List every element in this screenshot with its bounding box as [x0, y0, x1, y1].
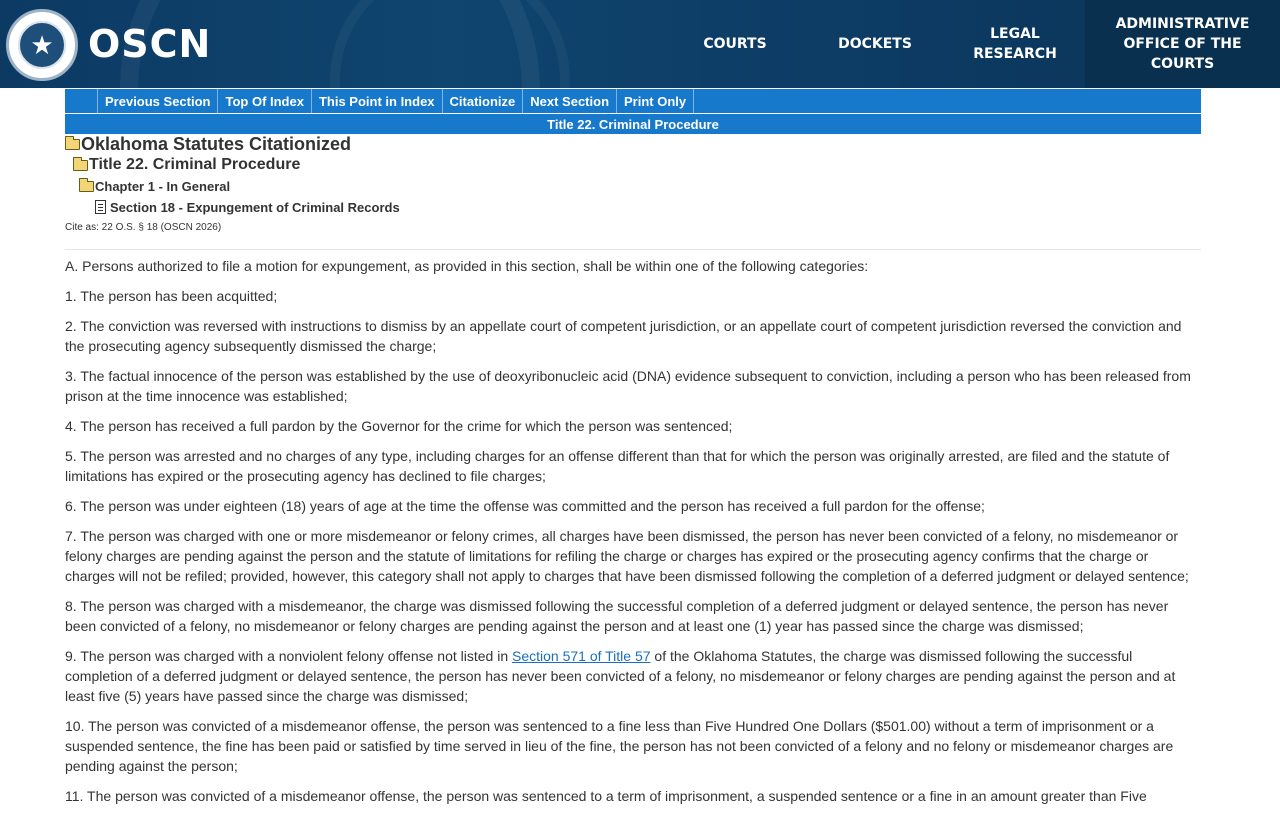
document-title-bar: Title 22. Criminal Procedure: [65, 114, 1201, 134]
citation-text: Cite as: 22 O.S. § 18 (OSCN 2026): [65, 222, 222, 233]
statute-link-title-57[interactable]: Section 571 of Title 57: [512, 648, 651, 664]
this-point-in-index-button[interactable]: This Point in Index: [312, 89, 443, 113]
divider: [65, 249, 1201, 250]
tree-title-label: Title 22. Criminal Procedure: [89, 156, 301, 173]
next-section-button[interactable]: Next Section: [523, 89, 617, 113]
toolbar-spacer: [65, 89, 98, 113]
statute-paragraph: 11. The person was convicted of a misdemeanor offense, the person was sentenced to a term of imprisonment, a suspended sentence or a fine in an amount greater than Five: [65, 788, 1147, 804]
star-icon: ★: [18, 21, 66, 69]
statute-paragraph: [65, 646, 1201, 706]
tree-section-label: Section 18 - Expungement of Criminal Records: [110, 199, 400, 215]
nav-dockets[interactable]: DOCKETS: [838, 36, 912, 52]
top-of-index-button[interactable]: Top Of Index: [218, 89, 311, 113]
statute-paragraph: 6. The person was under eighteen (18) years of age at the time the offense was committed and the person has received a full pardon for the offense;: [65, 498, 985, 514]
statute-paragraph: 2. The conviction was reversed with instructions to dismiss by an appellate court of competent jurisdiction, or an appellate court of competent jurisdiction reversed the conviction and the prosecuting agency subsequently dismissed the charge;: [65, 318, 1182, 354]
document-toolbar: [65, 89, 1201, 113]
statute-paragraph: 3. The factual innocence of the person was established by the use of deoxyribonucleic acid (DNA) evidence subsequent to conviction, including a person who has been released from prison at the time innocence was established;: [65, 368, 1191, 404]
header-background-ornament: [330, 0, 570, 88]
statute-paragraph: 4. The person has received a full pardon by the Governor for the crime for which the person was sentenced;: [65, 418, 733, 434]
site-brand[interactable]: OSCN: [88, 22, 212, 66]
nav-administrative-office[interactable]: [1085, 0, 1280, 88]
document-icon: [95, 200, 106, 214]
supreme-court-seal-logo[interactable]: [6, 9, 78, 81]
tree-section[interactable]: [95, 198, 400, 216]
statute-paragraph: 5. The person was arrested and no charges of any type, including charges for an offense different than that for which the person was originally arrested, are filed and the statute of limitations has expired or the prosecuting agency has declined to file charges;: [65, 448, 1170, 484]
statute-paragraph: 1. The person has been acquitted;: [65, 288, 278, 304]
statute-body: [65, 256, 1201, 816]
statute-text: of the Oklahoma Statutes, the charge was dismissed following the successful completion of a deferred judgment or delayed sentence, the person has never been convicted of a felony, no misdemeanor or felony charges are pending against the person and at least five (5) years have passed since the charge was dismissed;: [65, 648, 1176, 704]
nav-administrative-office-label: ADMINISTRATIVE OFFICE OF THE COURTS: [1115, 16, 1250, 72]
citationize-button[interactable]: Citationize: [443, 89, 524, 113]
statute-text: 9. The person was charged with a nonviolent felony offense not listed in: [65, 648, 512, 664]
tree-chapter[interactable]: [79, 177, 230, 195]
tree-title[interactable]: [73, 154, 300, 176]
statute-paragraph: A. Persons authorized to file a motion for expungement, as provided in this section, shall be within one of the following categories:: [65, 258, 869, 274]
previous-section-button[interactable]: Previous Section: [98, 89, 218, 113]
tree-chapter-label: Chapter 1 - In General: [95, 178, 231, 194]
tree-root[interactable]: [65, 133, 351, 155]
statute-paragraph: 10. The person was convicted of a misdemeanor offense, the person was sentenced to a fine less than Five Hundred One Dollars ($501.00) without a term of imprisonment or a suspended sentence, the fine has been paid or satisfied by time served in lieu of the fine, the person has not been convicted of a felony and no felony or misdemeanor charges are pending against the person;: [65, 718, 1174, 774]
print-only-button[interactable]: Print Only: [617, 89, 694, 113]
site-header: [0, 0, 1280, 88]
statute-paragraph: 7. The person was charged with one or more misdemeanor or felony crimes, all charges have been dismissed, the person has never been convicted of a felony, no misdemeanor or felony charges are pending against the person and the statute of limitations for refiling the charge or charges has expired or the prosecuting agency confirms that the charge or charges will not be refiled; provided, however, this category shall not apply to charges that have been dismissed following the completion of a deferred judgment or delayed sentence;: [65, 528, 1189, 584]
folder-open-icon: [65, 139, 80, 150]
nav-courts[interactable]: COURTS: [703, 36, 767, 52]
folder-open-icon: [79, 181, 94, 192]
nav-legal-research[interactable]: [945, 0, 1085, 88]
statute-paragraph: 8. The person was charged with a misdemeanor, the charge was dismissed following the successful completion of a deferred judgment or delayed sentence, the person has never been convicted of a felony, no misdemeanor or felony charges are pending against the person and at least one (1) year has passed since the charge was dismissed;: [65, 598, 1169, 634]
tree-root-label: Oklahoma Statutes Citationized: [81, 133, 352, 154]
folder-open-icon: [73, 160, 88, 171]
nav-legal-research-label: LEGAL RESEARCH: [973, 26, 1057, 62]
